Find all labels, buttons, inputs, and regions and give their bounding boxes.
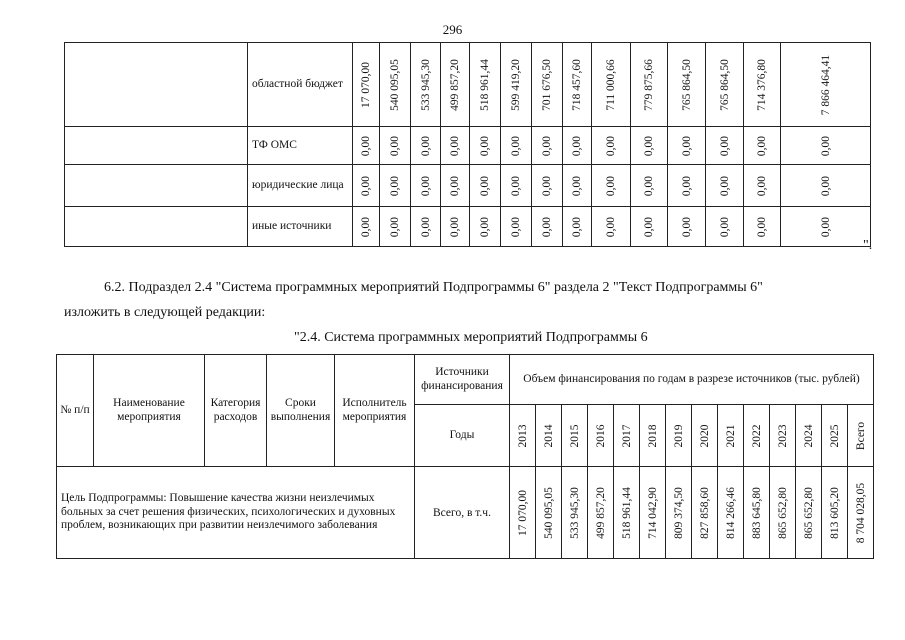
value-cell [668,127,706,165]
goal-value-text: 540 095,05 [542,486,555,539]
value-cell [781,127,871,165]
header-terms: Сроки выполнения [267,355,335,467]
value-cell [668,207,706,247]
goal-value-text: 865 652,80 [802,486,815,539]
year-text: 2015 [568,424,581,447]
value-text: 0,00 [419,135,432,156]
source-label: иные источники [248,207,353,247]
value-cell [781,207,871,247]
value-text: 711 000,66 [605,58,617,111]
value-text: 0,00 [389,135,401,156]
goal-text: Цель Подпрограммы: Повышение качества жизни неизлечимых больных за счет решения физических, психологических и духовных проблем, возникающих при развитии неизлечимого заболевания [57,467,415,559]
year-text: 2014 [542,424,555,447]
goal-value-cell [588,467,614,559]
goal-value-cell [848,467,874,559]
value-cell [532,165,563,207]
value-text: 0,00 [643,216,655,237]
year-text: 2017 [620,424,633,447]
year-header [718,405,744,467]
year-text: 2023 [776,424,789,447]
value-cell [631,43,668,127]
goal-value-cell [562,467,588,559]
value-cell [592,127,631,165]
year-header [770,405,796,467]
closing-quote: ". [863,238,873,253]
year-text: 2018 [646,424,659,447]
value-cell [532,207,563,247]
goal-value-text: 518 961,44 [620,486,633,539]
goal-value-text: 883 645,80 [750,486,763,539]
value-cell [532,43,563,127]
value-text: 0,00 [360,135,372,156]
value-text: 0,00 [819,175,832,196]
goal-value-text: 17 070,00 [516,489,529,536]
year-text: 2022 [750,424,763,447]
value-text: 0,00 [718,175,731,196]
year-header [848,405,874,467]
year-text: 2016 [594,424,607,447]
value-cell [470,43,501,127]
value-text: 0,00 [419,216,432,237]
source-label: областной бюджет [248,43,353,127]
value-text: 0,00 [419,175,432,196]
value-text: 0,00 [605,175,617,196]
value-text: 0,00 [541,216,553,237]
value-cell [353,127,380,165]
funding-row [65,165,871,207]
value-cell [441,207,470,247]
year-header [822,405,848,467]
value-text: 540 095,05 [389,58,401,111]
value-cell [631,127,668,165]
funding-row [65,127,871,165]
value-cell [441,165,470,207]
value-cell [380,207,411,247]
year-text: 2021 [724,424,737,447]
value-text: 0,00 [479,135,491,156]
year-text: 2013 [516,424,529,447]
goal-value-cell [744,467,770,559]
goal-value-cell [822,467,848,559]
value-text: 0,00 [718,135,731,156]
value-text: 0,00 [680,175,693,196]
value-text: 0,00 [360,216,372,237]
value-text: 0,00 [571,216,583,237]
value-cell [353,207,380,247]
value-text: 0,00 [756,175,768,196]
value-text: 0,00 [605,135,617,156]
goal-value-cell [770,467,796,559]
value-cell [744,43,781,127]
blank-cell [65,165,248,207]
section-heading: "2.4. Система программных мероприятий Подпрограммы 6 [294,330,648,345]
value-cell [631,165,668,207]
year-header [510,405,536,467]
header-years-label: Годы [415,405,510,467]
value-cell [781,43,871,127]
value-cell [441,127,470,165]
year-header [536,405,562,467]
value-text: 518 961,44 [479,58,491,111]
header-volume: Объем финансирования по годам в разрезе источников (тыс. рублей) [510,355,874,405]
value-cell [380,127,411,165]
value-text: 0,00 [680,216,693,237]
goal-value-cell [796,467,822,559]
program-measures-table [56,354,874,559]
value-cell [470,127,501,165]
value-text: 0,00 [718,216,731,237]
value-cell [706,127,744,165]
value-cell [411,165,441,207]
value-text: 0,00 [571,175,583,196]
goal-value-cell [536,467,562,559]
source-label: ТФ ОМС [248,127,353,165]
value-cell [563,165,592,207]
value-text: 0,00 [571,135,583,156]
value-cell [441,43,470,127]
year-header [588,405,614,467]
value-text: 0,00 [756,135,768,156]
value-text: 533 945,30 [419,58,432,111]
value-cell [353,165,380,207]
value-cell [781,165,871,207]
value-text: 499 857,20 [449,58,461,111]
goal-value-cell [692,467,718,559]
year-text: 2020 [698,424,711,447]
year-header [744,405,770,467]
year-header [614,405,640,467]
blank-cell [65,127,248,165]
goal-value-cell [718,467,744,559]
value-cell [411,43,441,127]
funding-row [65,207,871,247]
value-cell [706,165,744,207]
value-text: 7 866 464,41 [819,54,832,115]
goal-value-cell [640,467,666,559]
value-text: 0,00 [389,175,401,196]
value-text: 701 676,50 [541,58,553,111]
funding-row [65,43,871,127]
year-text: 2024 [802,424,815,447]
header-executor: Исполнитель мероприятия [335,355,415,467]
value-text: 0,00 [510,216,522,237]
year-header [692,405,718,467]
value-cell [501,165,532,207]
year-text: 2025 [828,424,841,447]
goal-value-text: 499 857,20 [594,486,607,539]
goal-source: Всего, в т.ч. [415,467,510,559]
value-text: 714 376,80 [756,58,768,111]
value-cell [744,165,781,207]
paragraph-line-1: 6.2. Подраздел 2.4 "Система программных мероприятий Подпрограммы 6" раздела 2 "Текст Подпрограммы 6" [104,280,763,295]
goal-value-cell [666,467,692,559]
year-header [562,405,588,467]
goal-value-text: 814 266,46 [724,486,737,539]
source-label: юридические лица [248,165,353,207]
value-text: 0,00 [449,135,461,156]
goal-value-text: 533 945,30 [568,486,581,539]
value-text: 0,00 [819,135,832,156]
year-text: 2019 [672,424,685,447]
value-cell [744,127,781,165]
value-cell [563,43,592,127]
value-cell [501,207,532,247]
value-cell [592,43,631,127]
value-cell [470,165,501,207]
value-cell [706,43,744,127]
value-text: 0,00 [389,216,401,237]
value-cell [592,207,631,247]
goal-value-text: 865 652,80 [776,486,789,539]
goal-value-text: 8 704 028,05 [854,482,867,543]
goal-row [57,467,874,559]
value-text: 0,00 [541,135,553,156]
value-cell [592,165,631,207]
value-cell [411,127,441,165]
year-header [666,405,692,467]
year-header [640,405,666,467]
value-cell [470,207,501,247]
value-cell [353,43,380,127]
value-text: 599 419,20 [510,58,522,111]
value-cell [380,165,411,207]
value-cell [668,165,706,207]
value-cell [501,43,532,127]
value-text: 779 875,66 [643,58,655,111]
blank-cell [65,43,248,127]
value-text: 0,00 [756,216,768,237]
value-cell [563,127,592,165]
value-cell [501,127,532,165]
value-text: 0,00 [643,175,655,196]
value-text: 0,00 [510,135,522,156]
value-cell [631,207,668,247]
value-text: 0,00 [479,175,491,196]
header-category: Категория расходов [205,355,267,467]
value-text: 0,00 [510,175,522,196]
funding-continuation-table [64,42,871,247]
value-text: 0,00 [479,216,491,237]
header-num: № п/п [57,355,94,467]
paragraph-line-2: изложить в следующей редакции: [64,305,266,320]
header-sources: Источники финансирования [415,355,510,405]
value-text: 765 864,50 [680,58,693,111]
value-text: 0,00 [605,216,617,237]
value-text: 0,00 [643,135,655,156]
page-number: 296 [442,22,463,37]
value-text: 765 864,50 [718,58,731,111]
value-text: 0,00 [680,135,693,156]
value-text: 0,00 [449,216,461,237]
value-text: 0,00 [360,175,372,196]
value-cell [706,207,744,247]
value-cell [563,207,592,247]
goal-value-text: 809 374,50 [672,486,685,539]
value-cell [744,207,781,247]
header-name: Наименование мероприятия [94,355,205,467]
value-text: 17 070,00 [360,61,372,108]
goal-value-text: 827 858,60 [698,486,711,539]
year-text: Всего [854,421,867,450]
value-text: 0,00 [541,175,553,196]
blank-cell [65,207,248,247]
value-text: 0,00 [449,175,461,196]
value-text: 718 457,60 [571,58,583,111]
value-cell [411,207,441,247]
value-cell [668,43,706,127]
value-text: 0,00 [819,216,832,237]
goal-value-text: 813 605,20 [828,486,841,539]
goal-value-cell [614,467,640,559]
value-cell [380,43,411,127]
goal-value-cell [510,467,536,559]
value-cell [532,127,563,165]
goal-value-text: 714 042,90 [646,486,659,539]
year-header [796,405,822,467]
